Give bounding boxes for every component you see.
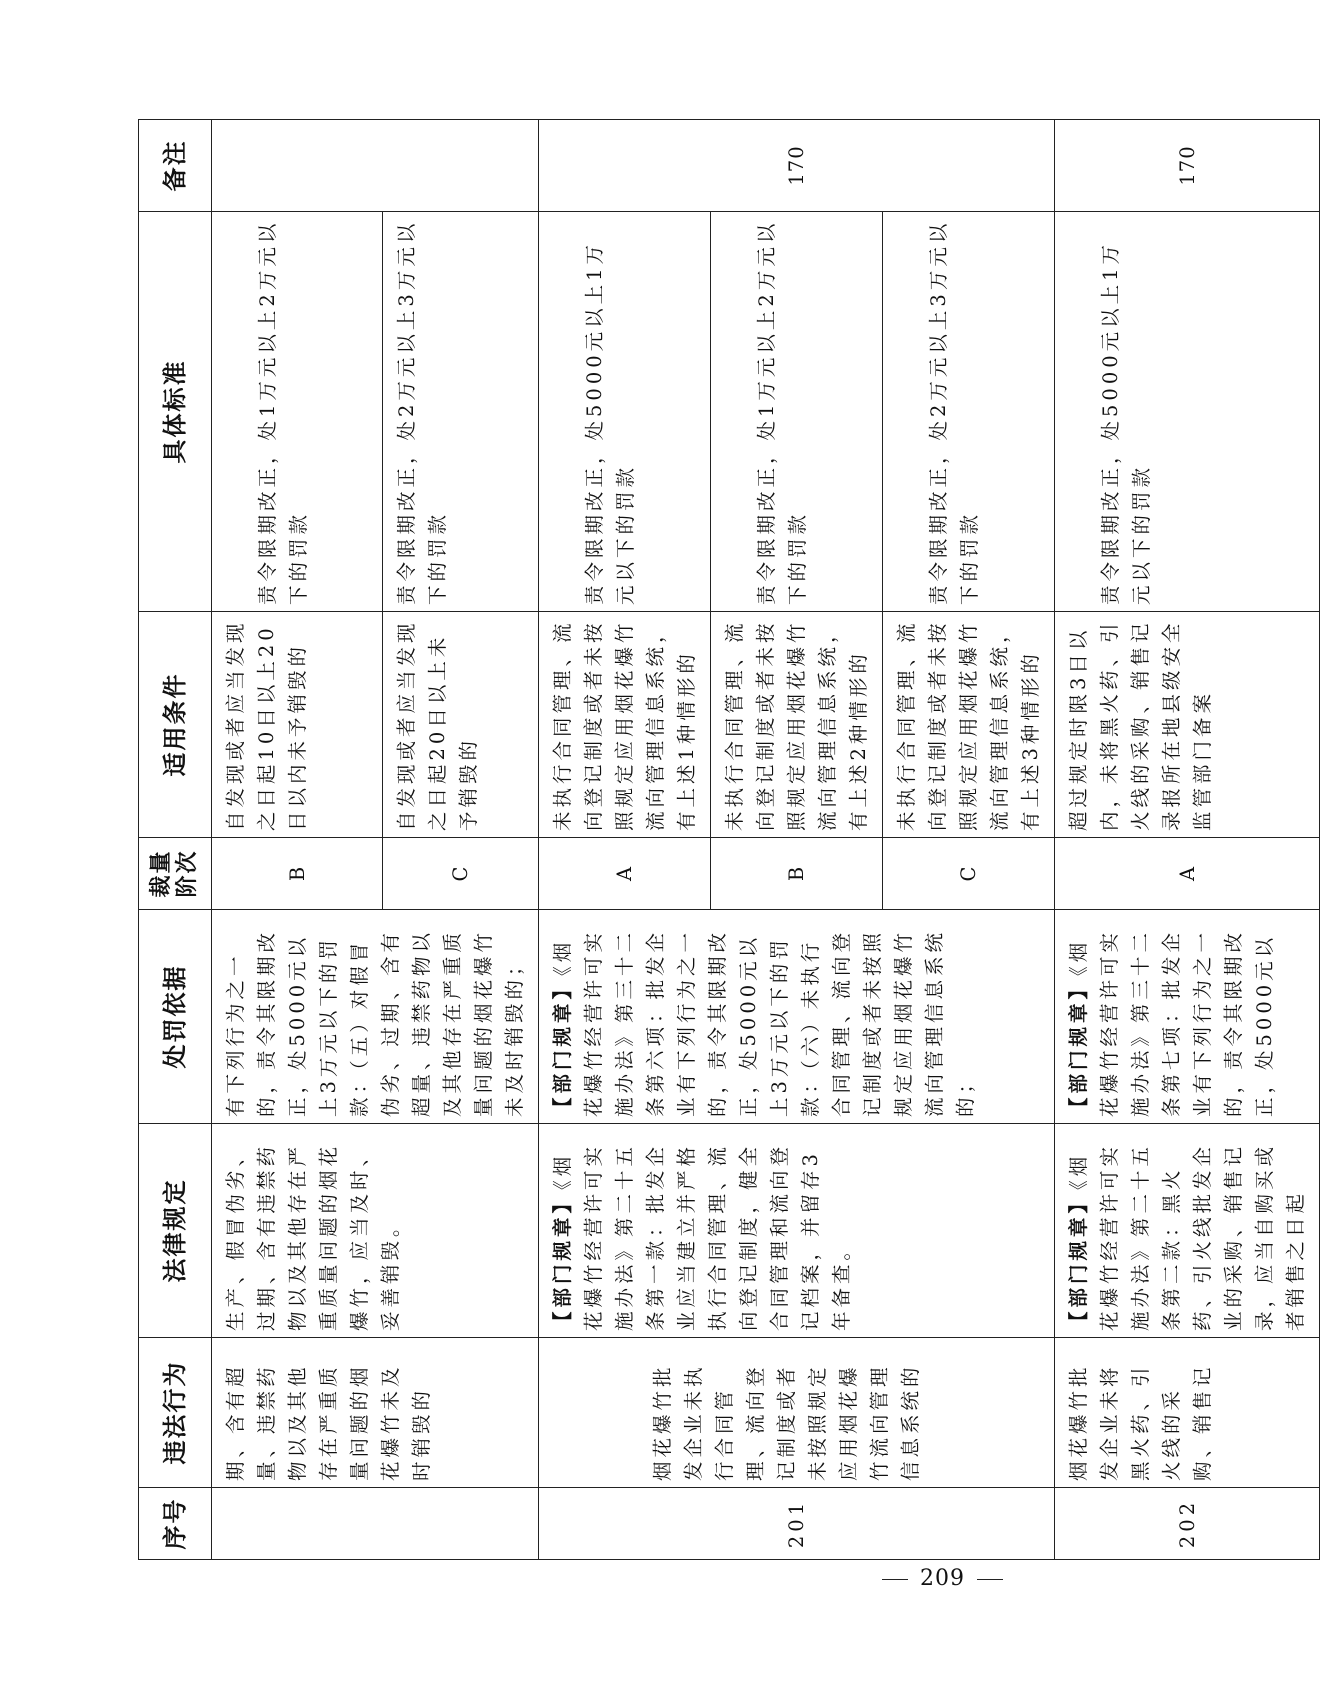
- header-behavior: 违法行为: [139, 1338, 212, 1488]
- remark-cell: 170: [539, 120, 1055, 212]
- serial-cell: 202: [1055, 1488, 1320, 1560]
- level-cell: B: [212, 838, 383, 910]
- header-legal: 法律规定: [139, 1124, 212, 1338]
- serial-cell: [212, 1488, 539, 1560]
- header-serial: 序号: [139, 1488, 212, 1560]
- level-cell: A: [539, 838, 711, 910]
- level-cell: C: [383, 838, 539, 910]
- penalty-text: 《烟花爆竹经营许可实施办法》第三十二条第七项：批发企业有下列行为之一的，责令其限期改正，处5000元以: [1067, 928, 1276, 1117]
- legal-cell: [539, 1124, 1055, 1338]
- penalty-text: 《烟花爆竹经营许可实施办法》第三十二条第六项：批发企业有下列行为之一的，责令其限期改正，处5000元以上3万元以下的罚款：（六）未执行合同管理、流向登记制度或者未按照规定应用烟花爆竹流向管理信息系统的；: [551, 928, 977, 1117]
- standard-cell: 责令限期改正，处1万元以上2万元以下的罚款: [212, 212, 383, 612]
- legal-cell: [1055, 1124, 1320, 1338]
- legal-source-tag: 【部门规章】: [1067, 1189, 1090, 1331]
- behavior-text: 烟花爆竹批发企业未执行合同管理、流向登记制度或者未按照规定应用烟花爆竹流向管理信息系统的: [651, 1363, 922, 1481]
- legal-text: 《烟花爆竹经营许可实施办法》第二十五条第二款：黑火药、引火线批发企业的采购、销售记录，应当自购买或者销售之日起: [1067, 1142, 1307, 1331]
- table-row: [212, 120, 383, 1560]
- header-level: 裁量阶次: [139, 838, 212, 910]
- penalty-standards-table: [138, 119, 1320, 1560]
- remark-cell: 170: [1055, 120, 1320, 212]
- standard-cell: 责令限期改正，处5000元以上1万元以下的罚款: [539, 212, 711, 612]
- penalty-cell: [1055, 910, 1320, 1124]
- penalty-source-tag: 【部门规章】: [1067, 975, 1090, 1117]
- header-remark: 备注: [139, 120, 212, 212]
- footer-dash-right: [977, 1579, 1003, 1580]
- condition-cell: 未执行合同管理、流向登记制度或者未按照规定应用烟花爆竹流向管理信息系统，有上述2种情形的: [711, 612, 883, 838]
- level-cell: C: [883, 838, 1055, 910]
- legal-source-tag: 【部门规章】: [551, 1189, 574, 1331]
- standard-cell: 责令限期改正，处5000元以上1万元以下的罚款: [1055, 212, 1320, 612]
- standard-cell: 责令限期改正，处1万元以上2万元以下的罚款: [711, 212, 883, 612]
- header-condition: 适用条件: [139, 612, 212, 838]
- page-footer: [870, 1566, 1015, 1591]
- level-cell: B: [711, 838, 883, 910]
- page-number: 209: [920, 1566, 965, 1591]
- table-row: [539, 120, 711, 1560]
- penalty-cell: 有下列行为之一的，责令其限期改正，处5000元以上3万元以下的罚款：（五）对假冒伪劣、过期、含有超量、违禁药物以及其他存在严重质量问题的烟花爆竹未及时销毁的；: [212, 910, 539, 1124]
- serial-cell: 201: [539, 1488, 1055, 1560]
- remark-cell: [212, 120, 539, 212]
- condition-cell: 超过规定时限3日以内，未将黑火药、引火线的采购、销售记录报所在地县级安全监管部门备案: [1055, 612, 1320, 838]
- condition-cell: 未执行合同管理、流向登记制度或者未按照规定应用烟花爆竹流向管理信息系统，有上述3种情形的: [883, 612, 1055, 838]
- penalty-source-tag: 【部门规章】: [551, 975, 574, 1117]
- header-penalty: 处罚依据: [139, 910, 212, 1124]
- behavior-cell: [539, 1338, 1055, 1488]
- condition-cell: 自发现或者应当发现之日起20日以上未予销毁的: [383, 612, 539, 838]
- behavior-cell: 烟花爆竹批发企业未将黑火药、引火线的采购、销售记: [1055, 1338, 1320, 1488]
- table-row: [1055, 120, 1320, 1560]
- condition-cell: 未执行合同管理、流向登记制度或者未按照规定应用烟花爆竹流向管理信息系统，有上述1种情形的: [539, 612, 711, 838]
- header-standard: 具体标准: [139, 212, 212, 612]
- condition-cell: 自发现或者应当发现之日起10日以上20日以内未予销毁的: [212, 612, 383, 838]
- standard-cell: 责令限期改正，处2万元以上3万元以下的罚款: [883, 212, 1055, 612]
- level-cell: A: [1055, 838, 1320, 910]
- footer-dash-left: [882, 1579, 908, 1580]
- rotated-table-container: [138, 120, 1307, 1560]
- standard-cell: 责令限期改正，处2万元以上3万元以下的罚款: [383, 212, 539, 612]
- behavior-cell: 期、含有超量、违禁药物以及其他存在严重质量问题的烟花爆竹未及时销毁的: [212, 1338, 539, 1488]
- legal-cell: 生产、假冒伪劣、过期、含有违禁药物以及其他存在严重质量问题的烟花爆竹，应当及时、妥善销毁。: [212, 1124, 539, 1338]
- penalty-cell: [539, 910, 1055, 1124]
- legal-text: 《烟花爆竹经营许可实施办法》第二十五条第一款：批发企业应当建立并严格执行合同管理、流向登记制度，健全合同管理和流向登记档案，并留存3年备查。: [551, 1142, 853, 1331]
- header-row: [139, 120, 212, 1560]
